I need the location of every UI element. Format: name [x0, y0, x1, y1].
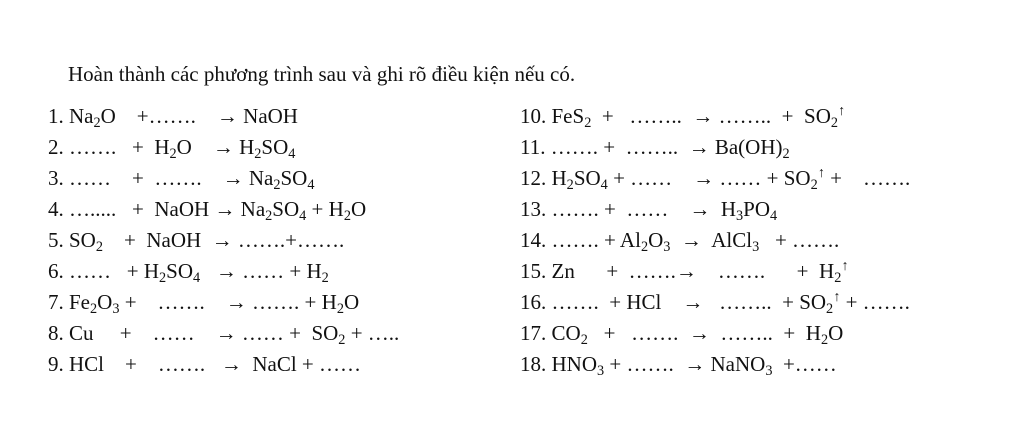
equation-9: 9. HCl + ……. → NaCl + ……	[48, 352, 362, 376]
equation-10: 10. FeS$_2$ + …….. → …….. + $SO_2^↑$	[520, 103, 846, 131]
equation-number: 14.	[520, 228, 547, 252]
equations-right-column	[520, 103, 910, 382]
equation-number: 12.	[520, 166, 547, 190]
equation-14: 14. ……. + $Al_2O_3$ → AlCl$_3$ + …….	[520, 228, 840, 255]
equation-3: 3. …… + ……. → $Na_2SO_4$	[48, 166, 315, 193]
equation-number: 16.	[520, 290, 547, 314]
equation-number: 5.	[48, 228, 64, 252]
gas-arrow-up: ↑	[817, 165, 825, 182]
equation-8: 8. Cu + …… → …… + $SO_2$ + …..	[48, 321, 400, 348]
equation-number: 17.	[520, 321, 547, 345]
equation-2: 2. ……. + $H_2O$ → $H_2SO_4$	[48, 135, 296, 162]
equation-5: 5. $SO_2$ + NaOH → …….+…….	[48, 228, 345, 255]
equation-number: 2.	[48, 135, 64, 159]
equation-15: 15. Zn + …….→ ……. + $H_2^↑$	[520, 258, 849, 286]
equation-number: 13.	[520, 197, 547, 221]
equation-number: 18.	[520, 352, 547, 376]
gas-arrow-up: ↑	[841, 258, 849, 275]
equation-number: 8.	[48, 321, 64, 345]
equation-18: 18. $HNO_3$ + ……. → NaNO$_3$ +……	[520, 352, 837, 379]
equation-number: 9.	[48, 352, 64, 376]
equation-1: 1. $Na_2O$ +……. → NaOH	[48, 104, 298, 131]
equation-number: 1.	[48, 104, 64, 128]
equation-11: 11. ……. + …….. → $Ba(OH)_2$	[520, 135, 790, 162]
equation-number: 4.	[48, 197, 64, 221]
equation-6: 6. …… + $H_2SO_4$ → …… + $H_2$	[48, 259, 329, 286]
equation-number: 11.	[520, 135, 546, 159]
equations-left-column	[48, 103, 399, 382]
equation-number: 7.	[48, 290, 64, 314]
equation-7: 7. $Fe_2O_3$ + ……. → ……. + $H_2O$	[48, 290, 360, 317]
instruction-text: Hoàn thành các phương trình sau và ghi rõ điều kiện nếu có.	[68, 62, 576, 86]
equation-number: 15.	[520, 259, 547, 283]
equation-13: 13. ……. + …… → $H_3PO_4$	[520, 197, 778, 224]
equation-4: 4. …..... + NaOH → $Na_2SO_4 + H_2O$	[48, 197, 367, 224]
gas-arrow-up: ↑	[838, 103, 846, 120]
equation-17: 17. $CO_2$ + ……. → …….. + $H_2O$	[520, 321, 844, 348]
equation-number: 3.	[48, 166, 64, 190]
equation-number: 6.	[48, 259, 64, 283]
gas-arrow-up: ↑	[833, 289, 841, 306]
equation-16: 16. ……. + HCl → …….. + $SO_2^↑$ + …….	[520, 289, 910, 317]
equation-12: 12. $H_2SO_4$ + …… → …… + $SO_2^↑$ + …….	[520, 165, 911, 193]
equation-number: 10.	[520, 104, 547, 128]
